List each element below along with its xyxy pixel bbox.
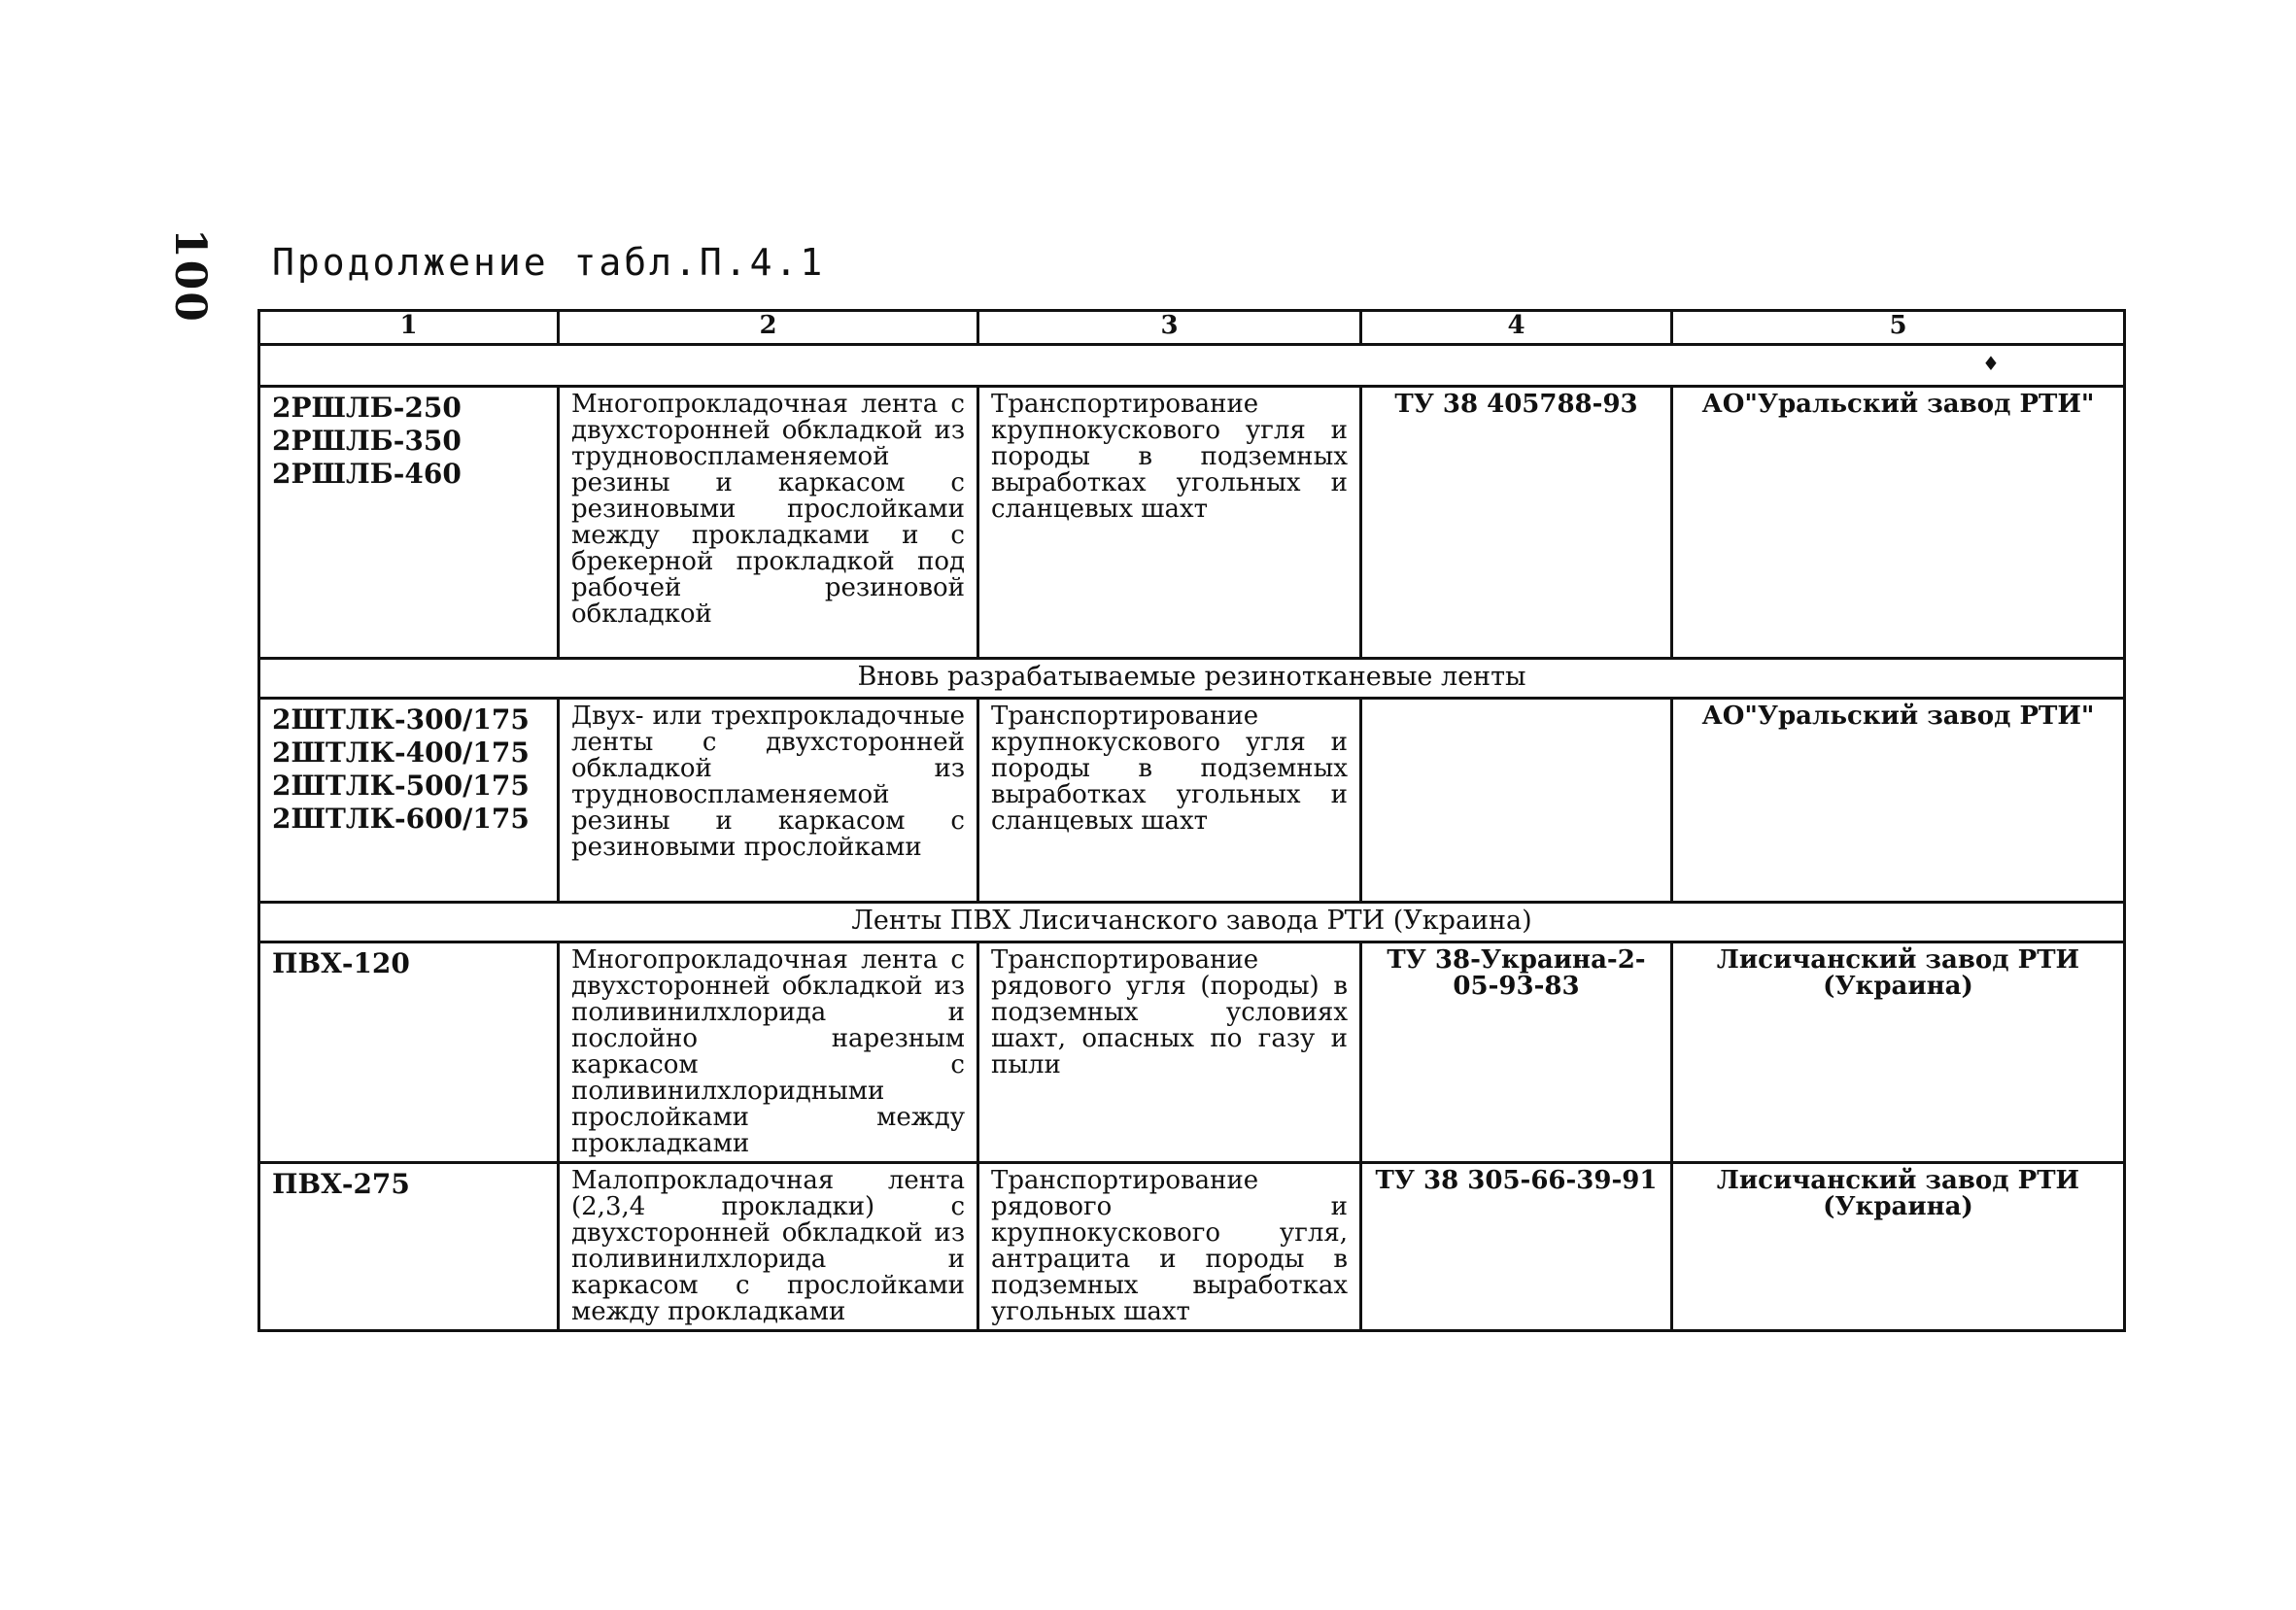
belt-code: 2РШЛБ-460: [272, 458, 462, 490]
column-header: 1: [259, 311, 559, 345]
table-caption: Продолжение табл.П.4.1: [272, 241, 826, 284]
belt-code: 2ШТЛК-600/175: [272, 803, 530, 835]
stray-mark: ♦: [1982, 352, 2000, 375]
belt-description: Двух- или трехпрокладочные ленты с двухсторонней обкладкой из трудновоспламеняемой резины и каркасом с резиновыми прослойками: [559, 699, 978, 903]
belt-standard: ТУ 38 305-66-39-91: [1361, 1163, 1672, 1331]
belt-standard: ТУ 38 405788-93: [1361, 387, 1672, 659]
belt-code: 2ШТЛК-400/175: [272, 736, 530, 769]
table-row: [259, 387, 2125, 659]
belt-manufacturer: АО"Уральский завод РТИ": [1672, 699, 2125, 903]
belt-code: 2ШТЛК-500/175: [272, 770, 530, 802]
belt-manufacturer: Лисичанский завод РТИ (Украина): [1672, 942, 2125, 1163]
belt-code: 2ШТЛК-300/175: [272, 703, 530, 736]
table-row: [259, 1163, 2125, 1331]
belt-description: Малопрокладочная лента (2,3,4 прокладки) с двухсторонней обкладкой из поливинилхлорида и каркасом с прослойками между прокладками: [559, 1163, 978, 1331]
belt-manufacturer: Лисичанский завод РТИ (Украина): [1672, 1163, 2125, 1331]
belt-purpose: Транспортирование рядового и крупнокускового угля, антрацита и породы в подземных выработках угольных шахт: [978, 1163, 1361, 1331]
column-header: 3: [978, 311, 1361, 345]
belt-standard: [1361, 699, 1672, 903]
section-header-row: [259, 903, 2125, 942]
table-row: [259, 699, 2125, 903]
column-header: 5: [1672, 311, 2125, 345]
belt-codes: [259, 699, 559, 903]
belt-manufacturer: АО"Уральский завод РТИ": [1672, 387, 2125, 659]
belt-codes: [259, 1163, 559, 1331]
section-title: Вновь разрабатываемые резинотканевые ленты: [259, 659, 2125, 699]
column-header: 2: [559, 311, 978, 345]
belt-purpose: Транспортирование крупнокускового угля и породы в подземных выработках угольных и сланцевых шахт: [978, 387, 1361, 659]
blank-row: [259, 345, 2125, 387]
belt-code: ПВХ-120: [272, 947, 410, 979]
section-title: Ленты ПВХ Лисичанского завода РТИ (Украина): [259, 903, 2125, 942]
column-number-row: [259, 311, 2125, 345]
belt-description: Многопрокладочная лента с двухсторонней обкладкой из поливинилхлорида и послойно нарезным каркасом с поливинилхлоридными прослойками между прокладками: [559, 942, 978, 1163]
table-row: [259, 942, 2125, 1163]
belt-codes: [259, 387, 559, 659]
belt-code: ПВХ-275: [272, 1168, 410, 1200]
belt-description: Многопрокладочная лента с двухсторонней обкладкой из трудновоспламеняемой резины и каркасом с резиновыми прослойками между прокладками и с брекерной прокладкой под рабочей резиновой обкладкой: [559, 387, 978, 659]
belt-purpose: Транспортирование крупнокускового угля и породы в подземных выработках угольных и сланцевых шахт: [978, 699, 1361, 903]
belt-standard: ТУ 38-Украина-2-05-93-83: [1361, 942, 1672, 1163]
section-header-row: [259, 659, 2125, 699]
page-number: 100: [165, 228, 215, 324]
belt-purpose: Транспортирование рядового угля (породы) в подземных условиях шахт, опасных по газу и пыли: [978, 942, 1361, 1163]
belt-code: 2РШЛБ-250: [272, 392, 462, 424]
belt-code: 2РШЛБ-350: [272, 425, 462, 457]
belt-table: [257, 309, 2126, 1332]
column-header: 4: [1361, 311, 1672, 345]
belt-codes: [259, 942, 559, 1163]
